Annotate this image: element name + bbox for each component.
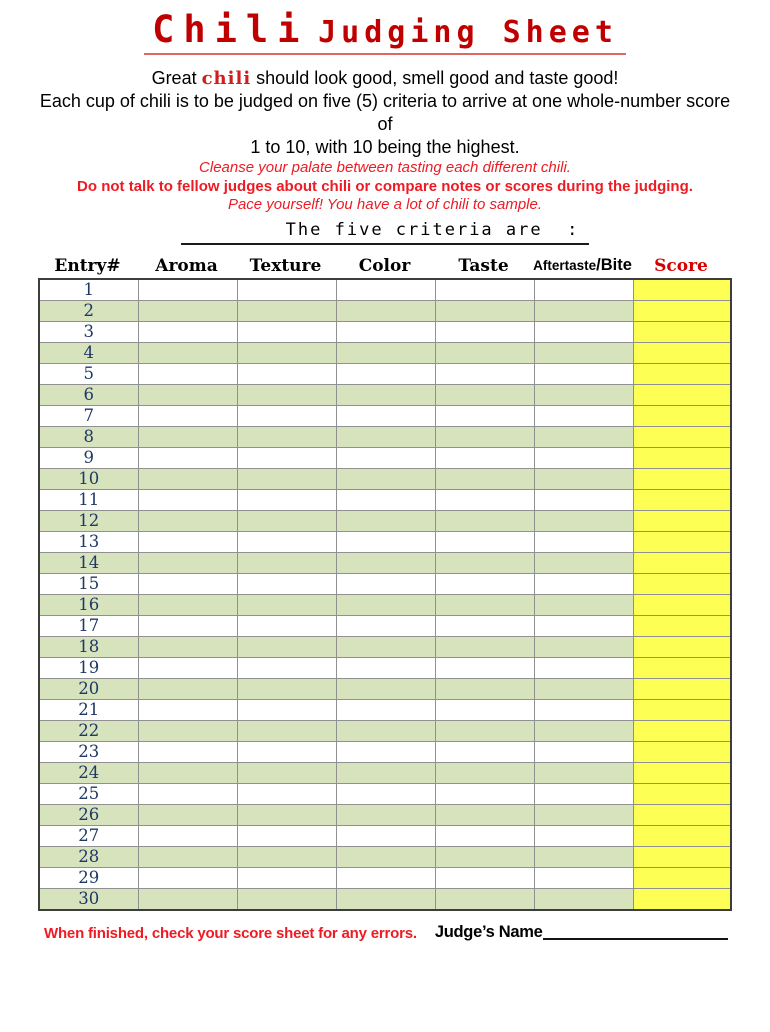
entry-row [39,783,731,804]
column-header-part-small: Aftertaste [533,257,597,273]
check-errors-text: When finished, check your score sheet for any errors. [44,924,417,942]
score-cell[interactable] [633,279,731,301]
entry-number: 1 [39,279,138,301]
score-cell[interactable] [633,489,731,510]
score-cell[interactable] [633,573,731,594]
taste-cell[interactable] [435,657,534,678]
aftertaste-bite-cell[interactable] [534,741,633,762]
color-cell[interactable] [336,300,435,321]
color-cell[interactable] [336,447,435,468]
taste-cell[interactable] [435,321,534,342]
color-cell[interactable] [336,279,435,301]
aftertaste-bite-cell[interactable] [534,321,633,342]
taste-cell[interactable] [435,762,534,783]
intro-line-2-cont: of [377,114,393,134]
taste-cell[interactable] [435,699,534,720]
aroma-cell[interactable] [138,300,237,321]
page-title [144,8,626,55]
score-cell[interactable] [633,615,731,636]
color-cell[interactable] [336,342,435,363]
entry-row [39,510,731,531]
entry-row [39,678,731,699]
aroma-cell[interactable] [138,615,237,636]
footer [44,923,728,942]
aroma-cell[interactable] [138,720,237,741]
aroma-cell[interactable] [138,342,237,363]
entry-row [39,594,731,615]
texture-cell[interactable] [237,762,336,783]
aroma-cell[interactable] [138,552,237,573]
aroma-cell[interactable] [138,279,237,301]
score-cell[interactable] [633,678,731,699]
entry-row [39,300,731,321]
aftertaste-bite-cell[interactable] [534,867,633,888]
aftertaste-bite-cell[interactable] [534,342,633,363]
entry-row [39,804,731,825]
entry-row [39,384,731,405]
intro-line-1-suffix: should look good, smell good and taste good! [251,68,619,88]
page [0,8,770,942]
column-header-aroma: Aroma [155,255,218,276]
aroma-cell[interactable] [138,405,237,426]
entry-number: 25 [39,783,138,804]
aftertaste-bite-cell[interactable] [534,657,633,678]
color-cell[interactable] [336,804,435,825]
aroma-cell[interactable] [138,867,237,888]
texture-cell[interactable] [237,342,336,363]
texture-cell[interactable] [237,552,336,573]
entry-row [39,888,731,910]
taste-cell[interactable] [435,384,534,405]
column-header-texture: Texture [249,255,322,276]
taste-cell[interactable] [435,846,534,867]
taste-cell[interactable] [435,825,534,846]
score-cell[interactable] [633,636,731,657]
entry-row [39,552,731,573]
entry-row [39,762,731,783]
color-cell[interactable] [336,636,435,657]
score-cell[interactable] [633,762,731,783]
judge-name-line[interactable] [543,938,728,940]
texture-cell[interactable] [237,300,336,321]
color-cell[interactable] [336,699,435,720]
score-cell[interactable] [633,321,731,342]
entry-number: 18 [39,636,138,657]
taste-cell[interactable] [435,741,534,762]
taste-cell[interactable] [435,615,534,636]
taste-cell[interactable] [435,888,534,910]
score-cell[interactable] [633,384,731,405]
score-cell[interactable] [633,846,731,867]
texture-cell[interactable] [237,573,336,594]
taste-cell[interactable] [435,720,534,741]
criteria-line: The five criteria are : [181,219,590,245]
column-header-entry: Entry# [54,255,121,276]
aftertaste-bite-cell[interactable] [534,678,633,699]
texture-cell[interactable] [237,657,336,678]
entry-number: 12 [39,510,138,531]
color-cell[interactable] [336,573,435,594]
aftertaste-bite-cell[interactable] [534,636,633,657]
aroma-cell[interactable] [138,447,237,468]
aroma-cell[interactable] [138,741,237,762]
texture-cell[interactable] [237,531,336,552]
column-header-aftertaste-bite [533,253,632,278]
color-cell[interactable] [336,888,435,910]
taste-cell[interactable] [435,573,534,594]
texture-cell[interactable] [237,405,336,426]
texture-cell[interactable] [237,804,336,825]
score-cell[interactable] [633,510,731,531]
texture-cell[interactable] [237,321,336,342]
note-pace-yourself: Pace yourself! You have a lot of chili to sample. [227,196,543,213]
entry-row [39,699,731,720]
entry-row [39,741,731,762]
entry-row [39,825,731,846]
color-cell[interactable] [336,783,435,804]
aroma-cell[interactable] [138,804,237,825]
aftertaste-bite-cell[interactable] [534,594,633,615]
entry-row [39,321,731,342]
texture-cell[interactable] [237,846,336,867]
color-cell[interactable] [336,405,435,426]
texture-cell[interactable] [237,825,336,846]
taste-cell[interactable] [435,804,534,825]
color-cell[interactable] [336,867,435,888]
aroma-cell[interactable] [138,636,237,657]
aftertaste-bite-cell[interactable] [534,825,633,846]
entry-row [39,615,731,636]
aftertaste-bite-cell[interactable] [534,468,633,489]
texture-cell[interactable] [237,699,336,720]
color-cell[interactable] [336,741,435,762]
intro-line-2: Each cup of chili is to be judged on five (5) criteria to arrive at one whole-number score [39,91,731,111]
judge-name-label: Judge’s Name [434,922,543,941]
aftertaste-bite-cell[interactable] [534,846,633,867]
aroma-cell[interactable] [138,783,237,804]
color-cell[interactable] [336,762,435,783]
aroma-cell[interactable] [138,531,237,552]
color-cell[interactable] [336,825,435,846]
score-cell[interactable] [633,825,731,846]
intro-block [0,67,770,245]
color-cell[interactable] [336,468,435,489]
title-wrap [0,8,770,55]
taste-cell[interactable] [435,489,534,510]
score-cell[interactable] [633,720,731,741]
taste-cell[interactable] [435,363,534,384]
score-cell[interactable] [633,699,731,720]
entry-number: 10 [39,468,138,489]
aftertaste-bite-cell[interactable] [534,720,633,741]
score-cell[interactable] [633,552,731,573]
entry-row [39,405,731,426]
entry-number: 19 [39,657,138,678]
column-header-color: Color [358,255,411,276]
aroma-cell[interactable] [138,678,237,699]
texture-cell[interactable] [237,363,336,384]
color-cell[interactable] [336,846,435,867]
entry-row [39,720,731,741]
entry-number: 8 [39,426,138,447]
aftertaste-bite-cell[interactable] [534,552,633,573]
texture-cell[interactable] [237,741,336,762]
note-cleanse-palate: Cleanse your palate between tasting each different chili. [199,159,571,176]
texture-cell[interactable] [237,468,336,489]
aroma-cell[interactable] [138,888,237,910]
entry-number: 30 [39,888,138,910]
score-cell[interactable] [633,741,731,762]
score-cell[interactable] [633,783,731,804]
entry-row [39,573,731,594]
aftertaste-bite-cell[interactable] [534,384,633,405]
score-cell[interactable] [633,657,731,678]
score-cell[interactable] [633,531,731,552]
aroma-cell[interactable] [138,384,237,405]
texture-cell[interactable] [237,510,336,531]
entry-number: 23 [39,741,138,762]
aroma-cell[interactable] [138,825,237,846]
aftertaste-bite-cell[interactable] [534,300,633,321]
aroma-cell[interactable] [138,468,237,489]
entry-number: 13 [39,531,138,552]
color-cell[interactable] [336,363,435,384]
entry-row [39,489,731,510]
color-cell[interactable] [336,678,435,699]
score-cell[interactable] [633,405,731,426]
texture-cell[interactable] [237,447,336,468]
entry-row [39,636,731,657]
aroma-cell[interactable] [138,699,237,720]
entry-number: 3 [39,321,138,342]
taste-cell[interactable] [435,531,534,552]
texture-cell[interactable] [237,615,336,636]
score-cell[interactable] [633,468,731,489]
score-cell[interactable] [633,363,731,384]
aroma-cell[interactable] [138,657,237,678]
color-cell[interactable] [336,489,435,510]
entry-number: 22 [39,720,138,741]
aftertaste-bite-cell[interactable] [534,531,633,552]
texture-cell[interactable] [237,888,336,910]
score-cell[interactable] [633,447,731,468]
aftertaste-bite-cell[interactable] [534,615,633,636]
aftertaste-bite-cell[interactable] [534,762,633,783]
entry-number: 9 [39,447,138,468]
texture-cell[interactable] [237,867,336,888]
column-header-taste: Taste [458,255,509,276]
taste-cell[interactable] [435,594,534,615]
score-cell[interactable] [633,594,731,615]
entry-number: 20 [39,678,138,699]
entry-number: 28 [39,846,138,867]
color-cell[interactable] [336,531,435,552]
entry-row [39,657,731,678]
score-cell[interactable] [633,426,731,447]
color-cell[interactable] [336,720,435,741]
color-cell[interactable] [336,615,435,636]
entry-number: 29 [39,867,138,888]
entry-row [39,363,731,384]
aroma-cell[interactable] [138,594,237,615]
texture-cell[interactable] [237,489,336,510]
texture-cell[interactable] [237,594,336,615]
taste-cell[interactable] [435,342,534,363]
entry-number: 11 [39,489,138,510]
texture-cell[interactable] [237,384,336,405]
criteria-line-wrap [0,218,770,245]
entry-number: 4 [39,342,138,363]
aroma-cell[interactable] [138,321,237,342]
aftertaste-bite-cell[interactable] [534,804,633,825]
intro-line-1 [0,67,770,90]
texture-cell[interactable] [237,426,336,447]
entry-row [39,279,731,301]
taste-cell[interactable] [435,510,534,531]
aroma-cell[interactable] [138,426,237,447]
entry-row [39,342,731,363]
entry-row [39,426,731,447]
aroma-cell[interactable] [138,846,237,867]
aftertaste-bite-cell[interactable] [534,426,633,447]
intro-line-3: 1 to 10, with 10 being the highest. [250,137,520,157]
entry-number: 16 [39,594,138,615]
score-cell[interactable] [633,300,731,321]
entry-number: 7 [39,405,138,426]
intro-line-1-prefix: Great [151,68,202,88]
texture-cell[interactable] [237,678,336,699]
chili-decorative-word: chili [201,68,252,89]
column-header-score: Score [654,255,708,276]
color-cell[interactable] [336,657,435,678]
taste-cell[interactable] [435,783,534,804]
aftertaste-bite-cell[interactable] [534,405,633,426]
taste-cell[interactable] [435,426,534,447]
taste-cell[interactable] [435,300,534,321]
texture-cell[interactable] [237,636,336,657]
aftertaste-bite-cell[interactable] [534,888,633,910]
taste-cell[interactable] [435,447,534,468]
aroma-cell[interactable] [138,762,237,783]
entry-number: 6 [39,384,138,405]
table-body [39,279,731,910]
aftertaste-bite-cell[interactable] [534,699,633,720]
texture-cell[interactable] [237,783,336,804]
entry-row [39,531,731,552]
entry-number: 24 [39,762,138,783]
taste-cell[interactable] [435,678,534,699]
color-cell[interactable] [336,552,435,573]
column-header-part-large: /Bite [596,255,632,274]
entry-number: 26 [39,804,138,825]
aroma-cell[interactable] [138,363,237,384]
aftertaste-bite-cell[interactable] [534,510,633,531]
entry-row [39,447,731,468]
color-cell[interactable] [336,510,435,531]
table-header-row [38,253,730,278]
entry-number: 15 [39,573,138,594]
aftertaste-bite-cell[interactable] [534,783,633,804]
taste-cell[interactable] [435,405,534,426]
taste-cell[interactable] [435,867,534,888]
aftertaste-bite-cell[interactable] [534,363,633,384]
color-cell[interactable] [336,594,435,615]
taste-cell[interactable] [435,468,534,489]
taste-cell[interactable] [435,279,534,301]
entry-row [39,846,731,867]
entry-number: 27 [39,825,138,846]
color-cell[interactable] [336,384,435,405]
color-cell[interactable] [336,321,435,342]
texture-cell[interactable] [237,279,336,301]
aftertaste-bite-cell[interactable] [534,447,633,468]
aroma-cell[interactable] [138,573,237,594]
aftertaste-bite-cell[interactable] [534,573,633,594]
color-cell[interactable] [336,426,435,447]
aftertaste-bite-cell[interactable] [534,279,633,301]
aftertaste-bite-cell[interactable] [534,489,633,510]
aroma-cell[interactable] [138,489,237,510]
score-cell[interactable] [633,342,731,363]
entry-row [39,468,731,489]
entry-number: 17 [39,615,138,636]
judging-table [38,278,732,911]
taste-cell[interactable] [435,552,534,573]
entry-number: 5 [39,363,138,384]
taste-cell[interactable] [435,636,534,657]
entry-row [39,867,731,888]
title-judging-sheet: Judging Sheet [318,15,618,50]
entry-number: 21 [39,699,138,720]
title-chili: Chili [152,8,309,51]
score-cell[interactable] [633,867,731,888]
score-cell[interactable] [633,804,731,825]
entry-number: 14 [39,552,138,573]
entry-number: 2 [39,300,138,321]
texture-cell[interactable] [237,720,336,741]
note-do-not-talk: Do not talk to fellow judges about chili or compare notes or scores during the judging. [77,177,693,195]
score-cell[interactable] [633,888,731,910]
aroma-cell[interactable] [138,510,237,531]
